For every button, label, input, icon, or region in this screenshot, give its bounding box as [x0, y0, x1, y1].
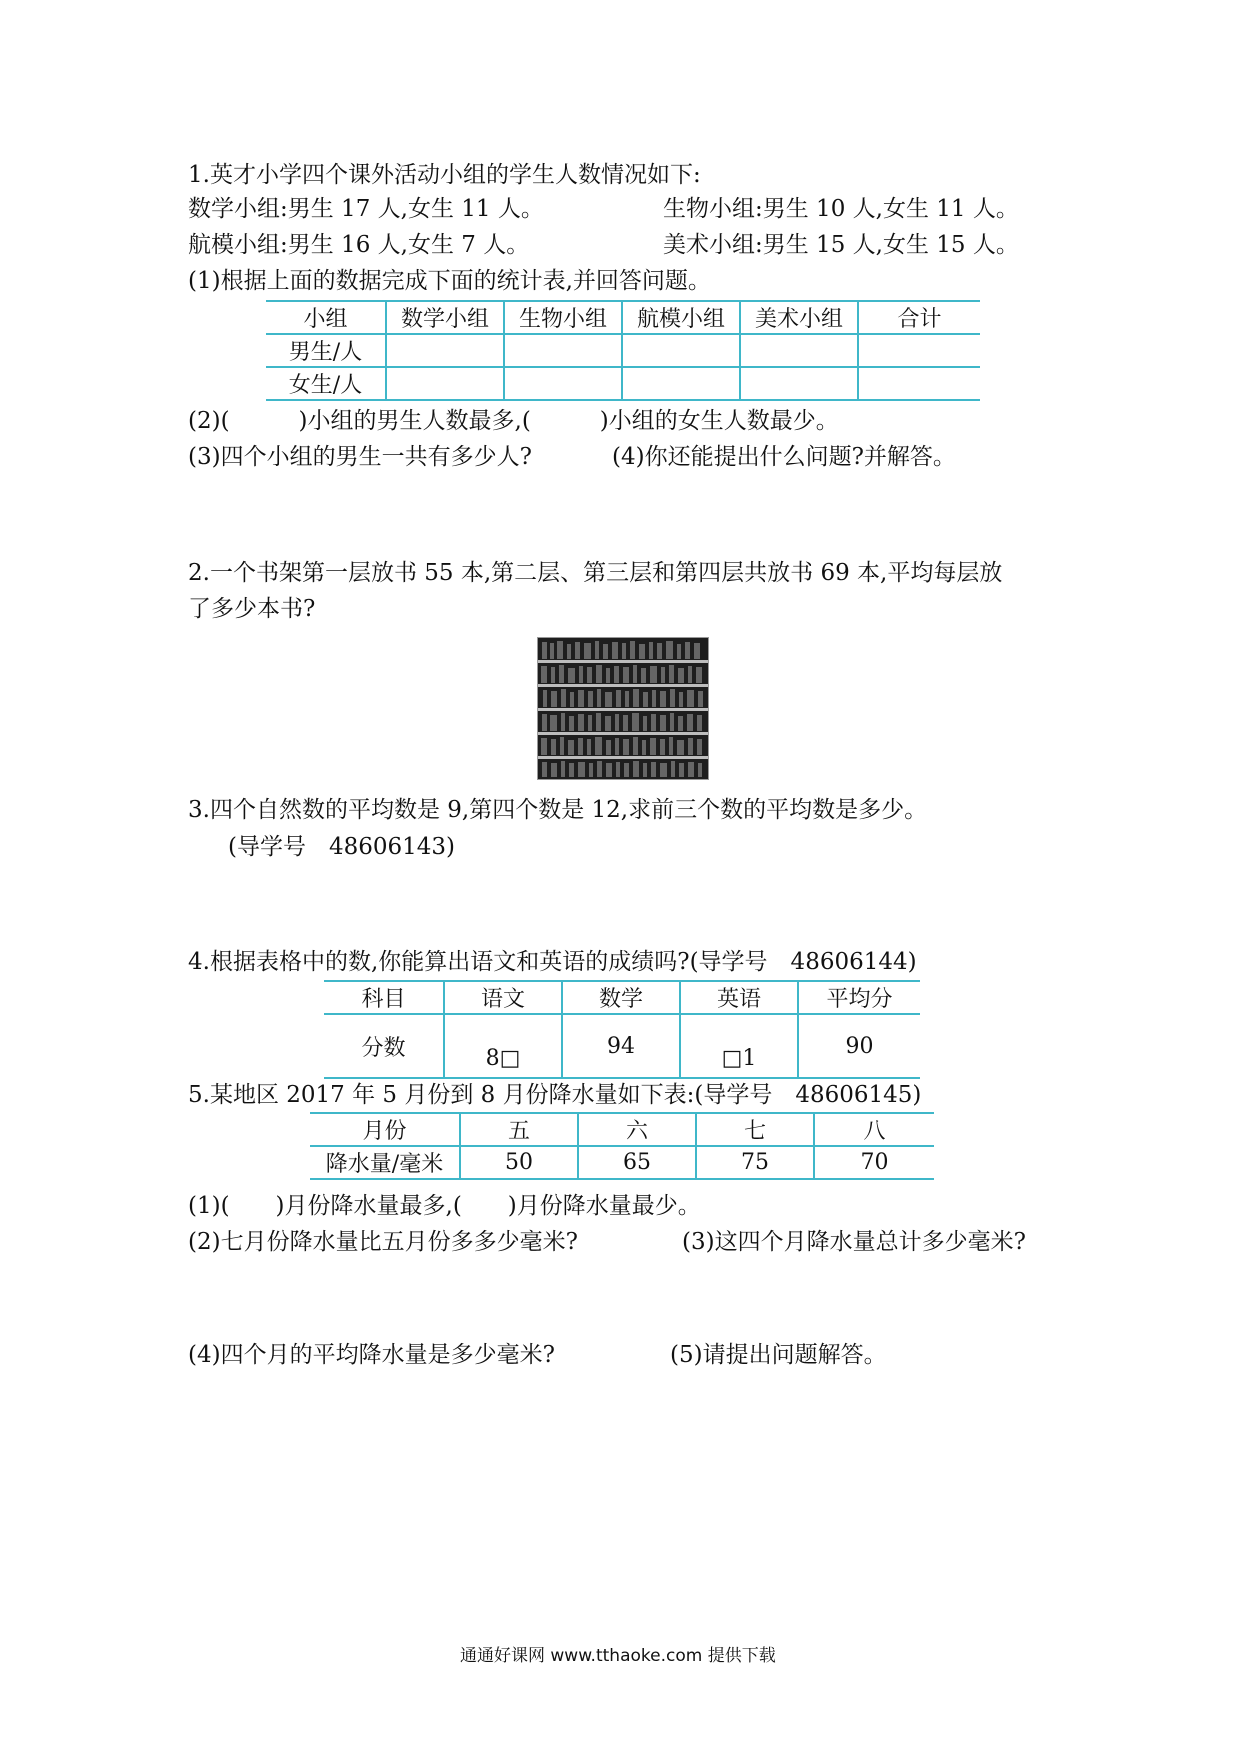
q1-sub2: (2)( )小组的男生人数最多,( )小组的女生人数最少。 — [188, 408, 839, 434]
q1-title: 1.英才小学四个课外活动小组的学生人数情况如下: — [188, 162, 701, 188]
q1-stats-table — [266, 300, 980, 401]
q5-header-june: 六 — [578, 1113, 696, 1146]
q1-header-biology: 生物小组 — [504, 301, 622, 334]
q5-value-july: 75 — [696, 1146, 814, 1179]
q4-header-english: 英语 — [680, 981, 798, 1014]
q5-sub2: (2)七月份降水量比五月份多多少毫米? — [188, 1229, 578, 1255]
q4-header-chinese: 语文 — [444, 981, 562, 1014]
q1-header-group: 小组 — [266, 301, 386, 334]
q5-header-july: 七 — [696, 1113, 814, 1146]
q1-row-girls-label: 女生/人 — [266, 367, 386, 400]
q4-math-score: 94 — [562, 1014, 680, 1078]
q4-chinese-score[interactable]: 8□ — [444, 1014, 562, 1078]
q1-sub1: (1)根据上面的数据完成下面的统计表,并回答问题。 — [188, 268, 711, 294]
q5-header-august: 八 — [814, 1113, 934, 1146]
q1-blank-cell[interactable] — [622, 367, 740, 400]
q5-sub4: (4)四个月的平均降水量是多少毫米? — [188, 1342, 555, 1368]
q5-sub3: (3)这四个月降水量总计多少毫米? — [682, 1229, 1026, 1255]
q5-rainfall-table — [310, 1112, 934, 1180]
q5-value-august: 70 — [814, 1146, 934, 1179]
q1-blank-cell[interactable] — [504, 334, 622, 367]
q1-sub3: (3)四个小组的男生一共有多少人? — [188, 444, 532, 470]
q1-data-model: 航模小组:男生 16 人,女生 7 人。 — [188, 232, 530, 258]
q1-blank-cell[interactable] — [858, 367, 980, 400]
q4-header-math: 数学 — [562, 981, 680, 1014]
q1-blank-cell[interactable] — [386, 367, 504, 400]
q2-line2: 了多少本书? — [188, 596, 316, 622]
q5-sub1: (1)( )月份降水量最多,( )月份降水量最少。 — [188, 1193, 701, 1219]
q4-average-score: 90 — [798, 1014, 920, 1078]
q3-line1: 3.四个自然数的平均数是 9,第四个数是 12,求前三个数的平均数是多少。 — [188, 797, 928, 823]
q1-data-art: 美术小组:男生 15 人,女生 15 人。 — [663, 232, 1019, 258]
q5-sub5: (5)请提出问题解答。 — [670, 1342, 887, 1368]
q1-data-biology: 生物小组:男生 10 人,女生 11 人。 — [663, 196, 1019, 222]
q1-blank-cell[interactable] — [858, 334, 980, 367]
q1-header-math: 数学小组 — [386, 301, 504, 334]
q4-header-subject: 科目 — [324, 981, 444, 1014]
q1-sub4: (4)你还能提出什么问题?并解答。 — [612, 444, 956, 470]
q5-row-label: 降水量/毫米 — [310, 1146, 460, 1179]
q1-blank-cell[interactable] — [740, 367, 858, 400]
q5-value-june: 65 — [578, 1146, 696, 1179]
q4-header-average: 平均分 — [798, 981, 920, 1014]
bookshelf-icon — [538, 638, 708, 779]
q2-line1: 2.一个书架第一层放书 55 本,第二层、第三层和第四层共放书 69 本,平均每层放 — [188, 560, 1003, 586]
q1-row-boys-label: 男生/人 — [266, 334, 386, 367]
q5-title: 5.某地区 2017 年 5 月份到 8 月份降水量如下表:(导学号 48606145) — [188, 1082, 922, 1108]
q1-header-model: 航模小组 — [622, 301, 740, 334]
q5-header-may: 五 — [460, 1113, 578, 1146]
q1-blank-cell[interactable] — [740, 334, 858, 367]
q1-header-total: 合计 — [858, 301, 980, 334]
q1-data-math: 数学小组:男生 17 人,女生 11 人。 — [188, 196, 544, 222]
q4-score-table — [324, 980, 920, 1079]
q1-blank-cell[interactable] — [504, 367, 622, 400]
q4-row-label: 分数 — [324, 1014, 444, 1078]
q3-line2: (导学号 48606143) — [228, 834, 456, 860]
q1-header-art: 美术小组 — [740, 301, 858, 334]
page-footer: 通通好课网 www.tthaoke.com 提供下载 — [460, 1646, 776, 1666]
bookshelf-image — [537, 637, 709, 780]
q5-header-month: 月份 — [310, 1113, 460, 1146]
q1-blank-cell[interactable] — [622, 334, 740, 367]
q4-title: 4.根据表格中的数,你能算出语文和英语的成绩吗?(导学号 48606144) — [188, 949, 917, 975]
q5-value-may: 50 — [460, 1146, 578, 1179]
q4-english-score[interactable]: □1 — [680, 1014, 798, 1078]
q1-blank-cell[interactable] — [386, 334, 504, 367]
